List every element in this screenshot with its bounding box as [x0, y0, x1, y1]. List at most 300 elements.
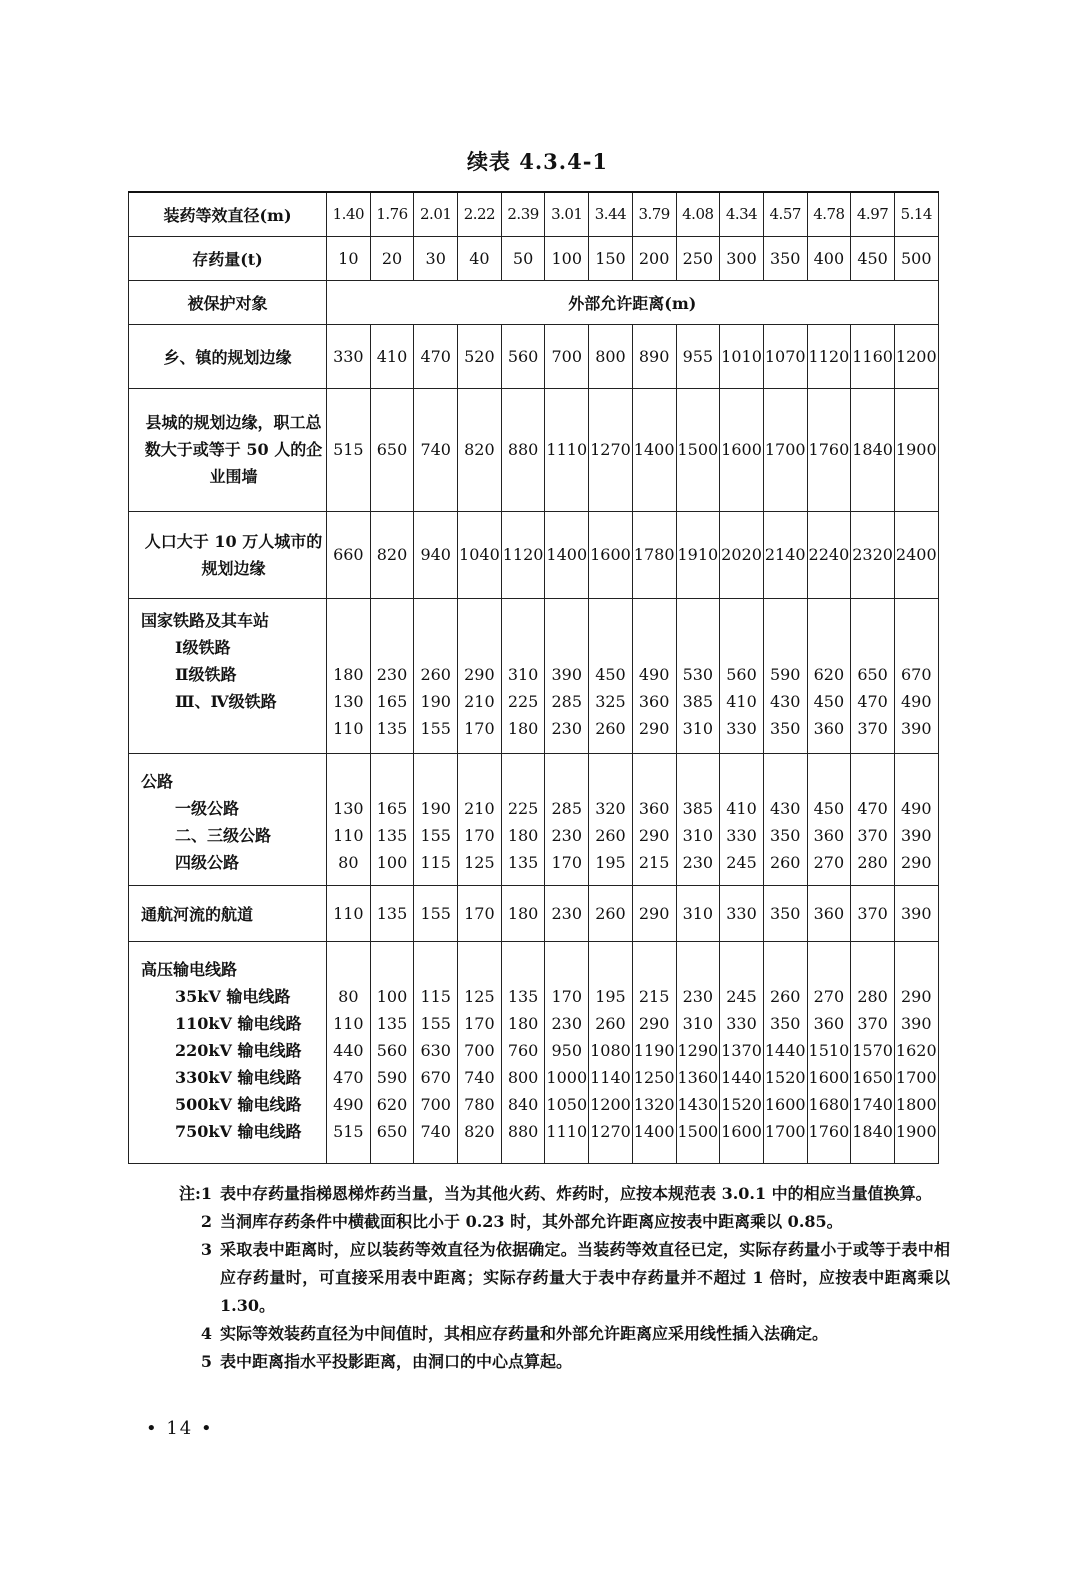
storage-label: 存药量(t) — [129, 236, 327, 280]
road-label — [129, 753, 327, 885]
distance-value: 1700 — [763, 388, 807, 511]
distance-value: 155 — [420, 1013, 451, 1033]
distance-value: 950 — [551, 1040, 583, 1060]
distance-value: 2240 — [807, 511, 851, 598]
distance-value: 470 — [333, 1067, 364, 1087]
distance-value: 115 — [420, 852, 451, 872]
distance-value: 230 — [551, 825, 583, 845]
distance-value: 490 — [333, 1094, 364, 1114]
distance-value: 280 — [857, 852, 888, 872]
road-item-label: 一级公路 — [175, 798, 240, 818]
diameter-value: 4.97 — [851, 192, 895, 236]
storage-value: 450 — [851, 236, 895, 280]
railway-label — [129, 598, 327, 753]
table-row — [129, 236, 939, 280]
distance-value: 100 — [376, 986, 408, 1006]
distance-value: 430 — [769, 691, 801, 711]
distance-value: 350 — [769, 1013, 801, 1033]
distance-value: 660 — [327, 511, 371, 598]
distance-value: 330 — [726, 718, 757, 738]
distance-value: 890 — [632, 324, 676, 388]
distance-value: 270 — [813, 986, 845, 1006]
distance-value: 1250 — [633, 1067, 675, 1087]
distance-cell — [458, 598, 502, 753]
distance-value: 2020 — [720, 511, 764, 598]
distance-value: 155 — [420, 825, 451, 845]
table-row — [129, 280, 939, 324]
distance-value: 245 — [726, 986, 757, 1006]
distance-value: 180 — [507, 825, 539, 845]
distance-value: 110 — [333, 1013, 364, 1033]
power-item-label: 500kV 输电线路 — [175, 1094, 302, 1114]
distance-value: 110 — [333, 825, 364, 845]
distance-value: 450 — [595, 664, 626, 684]
note-index: 2 — [200, 1212, 212, 1231]
distance-cell — [851, 598, 895, 753]
distance-value: 110 — [327, 885, 371, 941]
distance-value: 410 — [726, 798, 757, 818]
diameter-value: 2.01 — [414, 192, 458, 236]
distance-value: 210 — [464, 798, 495, 818]
distance-value: 130 — [333, 691, 364, 711]
distance-cell — [545, 598, 589, 753]
distance-value: 135 — [376, 718, 408, 738]
distance-cell — [414, 598, 458, 753]
distance-value: 170 — [551, 986, 583, 1006]
storage-value: 50 — [501, 236, 545, 280]
note-text: 表中存药量指梯恩梯炸药当量，当为其他火药、炸药时，应按本规范表 3.0.1 中的相应当量值换算。 — [220, 1184, 932, 1203]
distance-cell — [589, 753, 633, 885]
distance-value: 670 — [901, 664, 932, 684]
road-item-label: 二、三级公路 — [175, 825, 272, 845]
power-group-title: 高压输电线路 — [141, 959, 238, 979]
note-item — [160, 1180, 950, 1208]
table-row — [129, 324, 939, 388]
page-number: • 14 • — [146, 1418, 214, 1439]
distance-value: 385 — [682, 798, 714, 818]
distance-value: 285 — [551, 691, 583, 711]
distance-value: 1800 — [895, 1094, 937, 1114]
table-row — [129, 388, 939, 511]
distance-value: 530 — [682, 664, 714, 684]
distance-value: 1760 — [808, 1121, 850, 1141]
distance-value: 650 — [857, 664, 888, 684]
distance-value: 1600 — [589, 511, 633, 598]
distance-value: 1070 — [763, 324, 807, 388]
distance-value: 760 — [507, 1040, 539, 1060]
distance-value: 135 — [376, 1013, 408, 1033]
distance-value: 190 — [420, 691, 451, 711]
distance-value: 360 — [638, 798, 670, 818]
distance-value: 1620 — [895, 1040, 937, 1060]
distance-value: 180 — [333, 664, 364, 684]
distance-cell — [589, 598, 633, 753]
distance-value: 1120 — [807, 324, 851, 388]
distance-value: 800 — [589, 324, 633, 388]
distance-cell — [589, 941, 633, 1163]
distance-cell — [894, 753, 938, 885]
distance-value: 195 — [595, 852, 626, 872]
distance-value: 1910 — [676, 511, 720, 598]
distance-value: 260 — [595, 718, 626, 738]
distance-value: 630 — [420, 1040, 451, 1060]
distance-value: 1290 — [677, 1040, 719, 1060]
distance-value: 290 — [638, 825, 670, 845]
distance-value: 2320 — [851, 511, 895, 598]
distance-value: 840 — [507, 1094, 539, 1114]
distance-value: 100 — [376, 852, 408, 872]
distance-value: 1000 — [546, 1067, 588, 1087]
distance-cell — [676, 753, 720, 885]
note-index: 5 — [200, 1352, 212, 1371]
distance-value: 560 — [376, 1040, 408, 1060]
distance-value: 390 — [551, 664, 583, 684]
row-label: 人口大于 10 万人城市的规划边缘 — [129, 511, 327, 598]
distance-value: 165 — [376, 691, 408, 711]
diameter-value: 1.76 — [370, 192, 414, 236]
power-item-label: 220kV 输电线路 — [175, 1040, 302, 1060]
distance-value: 290 — [901, 986, 932, 1006]
distance-cell — [632, 598, 676, 753]
distance-value: 1200 — [894, 324, 938, 388]
distance-value: 820 — [464, 1121, 495, 1141]
note-index: 4 — [200, 1324, 212, 1343]
distance-value: 360 — [813, 718, 845, 738]
distance-value: 370 — [851, 885, 895, 941]
distance-cell — [894, 941, 938, 1163]
page-title: 续表 4.3.4-1 — [466, 149, 609, 174]
distance-value: 650 — [370, 388, 414, 511]
diameter-value: 3.79 — [632, 192, 676, 236]
distance-value: 1520 — [721, 1094, 762, 1114]
note-item — [160, 1208, 950, 1236]
note-item — [160, 1236, 950, 1320]
table-row — [129, 885, 939, 941]
distance-value: 230 — [551, 718, 583, 738]
diameter-value: 2.39 — [501, 192, 545, 236]
distance-cell — [763, 598, 807, 753]
distance-value: 370 — [857, 1013, 888, 1033]
distance-value: 1740 — [852, 1094, 893, 1114]
distance-value: 80 — [338, 852, 359, 872]
distance-value: 285 — [551, 798, 583, 818]
distance-value: 800 — [507, 1067, 539, 1087]
distance-value: 650 — [376, 1121, 408, 1141]
distance-value: 1110 — [546, 1121, 588, 1141]
distance-value: 155 — [414, 885, 458, 941]
distance-value: 1080 — [590, 1040, 631, 1060]
note-text: 当洞库存药条件中横截面积比小于 0.23 时，其外部允许距离应按表中距离乘以 0.85。 — [220, 1212, 843, 1231]
distance-value: 560 — [726, 664, 757, 684]
distance-value: 1500 — [676, 388, 720, 511]
distance-value: 1680 — [808, 1094, 850, 1114]
distance-cell — [458, 941, 502, 1163]
distance-value: 515 — [333, 1121, 364, 1141]
distance-cell — [458, 753, 502, 885]
power-label — [129, 941, 327, 1163]
distance-value: 170 — [551, 852, 583, 872]
distance-value: 80 — [338, 986, 359, 1006]
distance-value: 165 — [376, 798, 408, 818]
distance-value: 155 — [420, 718, 451, 738]
distance-value: 1010 — [720, 324, 764, 388]
distance-value: 135 — [376, 825, 408, 845]
distance-value: 1500 — [677, 1121, 719, 1141]
distance-value: 820 — [458, 388, 502, 511]
distance-cell — [545, 941, 589, 1163]
distance-cell — [370, 753, 414, 885]
distance-value: 115 — [420, 986, 451, 1006]
distance-value: 1840 — [851, 388, 895, 511]
distance-value: 390 — [894, 885, 938, 941]
distance-value: 700 — [464, 1040, 495, 1060]
diameter-value: 3.01 — [545, 192, 589, 236]
railway-item-label: Ⅰ级铁路 — [175, 637, 231, 657]
diameter-value: 2.22 — [458, 192, 502, 236]
distance-value: 1900 — [894, 388, 938, 511]
distance-cell — [676, 941, 720, 1163]
distance-cell — [720, 598, 764, 753]
distance-value: 390 — [901, 718, 932, 738]
distance-value: 740 — [464, 1067, 495, 1087]
railway-item-label: Ⅲ、Ⅳ级铁路 — [175, 691, 277, 711]
distance-value: 1570 — [852, 1040, 893, 1060]
note-item — [160, 1348, 950, 1376]
distance-value: 1430 — [677, 1094, 719, 1114]
distance-value: 1400 — [633, 1121, 675, 1141]
distance-value: 130 — [333, 798, 364, 818]
diameter-value: 4.34 — [720, 192, 764, 236]
storage-value: 300 — [720, 236, 764, 280]
distance-value: 135 — [507, 852, 539, 872]
table-row — [129, 192, 939, 236]
distance-value: 135 — [370, 885, 414, 941]
distance-value: 940 — [414, 511, 458, 598]
distance-value: 1360 — [677, 1067, 719, 1087]
distance-cell — [763, 941, 807, 1163]
distance-value: 1040 — [458, 511, 502, 598]
distance-value: 230 — [376, 664, 408, 684]
note-index: 3 — [200, 1240, 212, 1259]
distance-value: 190 — [420, 798, 451, 818]
distance-value: 180 — [501, 885, 545, 941]
power-item-label: 110kV 输电线路 — [175, 1013, 302, 1033]
road-group-title: 公路 — [141, 771, 174, 791]
storage-value: 200 — [632, 236, 676, 280]
distance-table — [128, 191, 939, 1164]
storage-value: 100 — [545, 236, 589, 280]
distance-value: 230 — [545, 885, 589, 941]
power-item-label: 750kV 输电线路 — [175, 1121, 302, 1141]
distance-value: 325 — [595, 691, 626, 711]
distance-value: 620 — [813, 664, 845, 684]
distance-cell — [501, 753, 545, 885]
distance-value: 440 — [333, 1040, 364, 1060]
distance-value: 1110 — [545, 388, 589, 511]
distance-value: 740 — [414, 388, 458, 511]
distance-value: 1140 — [590, 1067, 631, 1087]
distance-value: 490 — [901, 691, 932, 711]
distance-value: 700 — [420, 1094, 451, 1114]
distance-value: 230 — [551, 1013, 583, 1033]
distance-value: 2400 — [894, 511, 938, 598]
distance-cell — [501, 941, 545, 1163]
distance-value: 1190 — [633, 1040, 675, 1060]
distance-value: 1050 — [546, 1094, 588, 1114]
distance-value: 470 — [414, 324, 458, 388]
distance-value: 1840 — [852, 1121, 893, 1141]
distance-cell — [632, 753, 676, 885]
distance-value: 1400 — [632, 388, 676, 511]
railway-item-label: Ⅱ级铁路 — [175, 664, 237, 684]
diameter-value: 4.57 — [763, 192, 807, 236]
distance-value: 1600 — [720, 388, 764, 511]
distance-value: 410 — [370, 324, 414, 388]
distance-value: 1160 — [851, 324, 895, 388]
diameter-value: 4.78 — [807, 192, 851, 236]
storage-value: 40 — [458, 236, 502, 280]
distance-value: 170 — [458, 885, 502, 941]
note-text: 表中距离指水平投影距离，由洞口的中心点算起。 — [220, 1352, 573, 1371]
distance-value: 450 — [813, 798, 845, 818]
diameter-value: 5.14 — [894, 192, 938, 236]
distance-value: 280 — [857, 986, 888, 1006]
distance-value: 490 — [901, 798, 932, 818]
power-item-label: 330kV 输电线路 — [175, 1067, 302, 1087]
distance-value: 1370 — [721, 1040, 762, 1060]
distance-value: 700 — [545, 324, 589, 388]
distance-value: 230 — [682, 986, 714, 1006]
distance-value: 1320 — [633, 1094, 675, 1114]
distance-value: 290 — [632, 885, 676, 941]
distance-value: 330 — [726, 1013, 757, 1033]
notes — [160, 1180, 950, 1376]
distance-value: 1440 — [721, 1067, 762, 1087]
distance-cell — [894, 598, 938, 753]
distance-value: 1900 — [895, 1121, 937, 1141]
distance-value: 260 — [420, 664, 451, 684]
distance-value: 1520 — [764, 1067, 806, 1087]
distance-value: 260 — [769, 986, 801, 1006]
distance-value: 1510 — [808, 1040, 850, 1060]
distance-cell — [851, 941, 895, 1163]
distance-cell — [720, 941, 764, 1163]
railway-group-title: 国家铁路及其车站 — [141, 610, 270, 630]
distance-value: 170 — [464, 825, 495, 845]
distance-value: 590 — [769, 664, 801, 684]
distance-value: 590 — [376, 1067, 408, 1087]
distance-value: 740 — [420, 1121, 451, 1141]
diameter-value: 1.40 — [327, 192, 371, 236]
distance-value: 180 — [507, 1013, 539, 1033]
distance-value: 180 — [507, 718, 539, 738]
distance-value: 260 — [769, 852, 801, 872]
distance-value: 1700 — [764, 1121, 806, 1141]
distance-value: 350 — [769, 718, 801, 738]
diameter-label: 装药等效直径(m) — [129, 192, 327, 236]
distance-cell — [807, 941, 851, 1163]
distance-cell — [501, 598, 545, 753]
distance-value: 310 — [682, 718, 714, 738]
distance-cell — [370, 941, 414, 1163]
distance-value: 880 — [501, 388, 545, 511]
distance-value: 310 — [507, 664, 539, 684]
distance-value: 215 — [638, 852, 670, 872]
table-row — [129, 598, 939, 753]
road-item-label: 四级公路 — [175, 852, 240, 872]
distance-cell — [851, 753, 895, 885]
distance-value: 490 — [638, 664, 670, 684]
distance-value: 880 — [507, 1121, 539, 1141]
distance-value: 360 — [813, 825, 845, 845]
row-label: 通航河流的航道 — [129, 885, 327, 941]
distance-cell — [327, 598, 371, 753]
distance-value: 2140 — [763, 511, 807, 598]
note-text: 采取表中距离时，应以装药等效直径为依据确定。当装药等效直径已定，实际存药量小于或等于表中相应存药量时，可直接采用表中距离；实际存药量大于表中存药量并不超过 1 倍时，应按表中距离乘以 1.30。 — [220, 1240, 950, 1315]
distance-cell — [720, 753, 764, 885]
distance-value: 350 — [763, 885, 807, 941]
distance-cell — [807, 598, 851, 753]
distance-value: 820 — [370, 511, 414, 598]
storage-value: 250 — [676, 236, 720, 280]
note-text: 实际等效装药直径为中间值时，其相应存药量和外部允许距离应采用线性插入法确定。 — [220, 1324, 829, 1343]
distance-cell — [676, 598, 720, 753]
distance-cell — [632, 941, 676, 1163]
distance-value: 210 — [464, 691, 495, 711]
distance-value: 1200 — [590, 1094, 631, 1114]
distance-value: 450 — [813, 691, 845, 711]
distance-value: 955 — [676, 324, 720, 388]
storage-value: 350 — [763, 236, 807, 280]
table-row — [129, 511, 939, 598]
distance-value: 1270 — [590, 1121, 631, 1141]
distance-value: 560 — [501, 324, 545, 388]
note-index: 注:1 — [178, 1184, 212, 1203]
distance-value: 290 — [464, 664, 495, 684]
diameter-value: 3.44 — [589, 192, 633, 236]
protected-object-header: 被保护对象 — [129, 280, 327, 324]
distance-value: 290 — [901, 852, 932, 872]
distance-value: 230 — [682, 852, 714, 872]
distance-value: 515 — [327, 388, 371, 511]
storage-value: 500 — [894, 236, 938, 280]
distance-value: 410 — [726, 691, 757, 711]
note-item — [160, 1320, 950, 1348]
distance-header: 外部允许距离(m) — [327, 280, 939, 324]
distance-value: 330 — [720, 885, 764, 941]
distance-cell — [807, 753, 851, 885]
distance-value: 1600 — [808, 1067, 850, 1087]
row-label: 县城的规划边缘，职工总数大于或等于 50 人的企业围墙 — [129, 388, 327, 511]
distance-value: 360 — [807, 885, 851, 941]
distance-value: 370 — [857, 718, 888, 738]
diameter-value: 4.08 — [676, 192, 720, 236]
distance-value: 1600 — [764, 1094, 806, 1114]
distance-value: 1400 — [545, 511, 589, 598]
distance-cell — [327, 753, 371, 885]
distance-value: 225 — [507, 798, 539, 818]
distance-value: 1600 — [721, 1121, 762, 1141]
distance-value: 135 — [507, 986, 539, 1006]
power-item-label: 35kV 输电线路 — [175, 986, 291, 1006]
distance-value: 310 — [682, 825, 714, 845]
table-row — [129, 753, 939, 885]
distance-value: 125 — [464, 986, 495, 1006]
distance-value: 520 — [458, 324, 502, 388]
distance-value: 370 — [857, 825, 888, 845]
distance-cell — [370, 598, 414, 753]
distance-value: 110 — [333, 718, 364, 738]
